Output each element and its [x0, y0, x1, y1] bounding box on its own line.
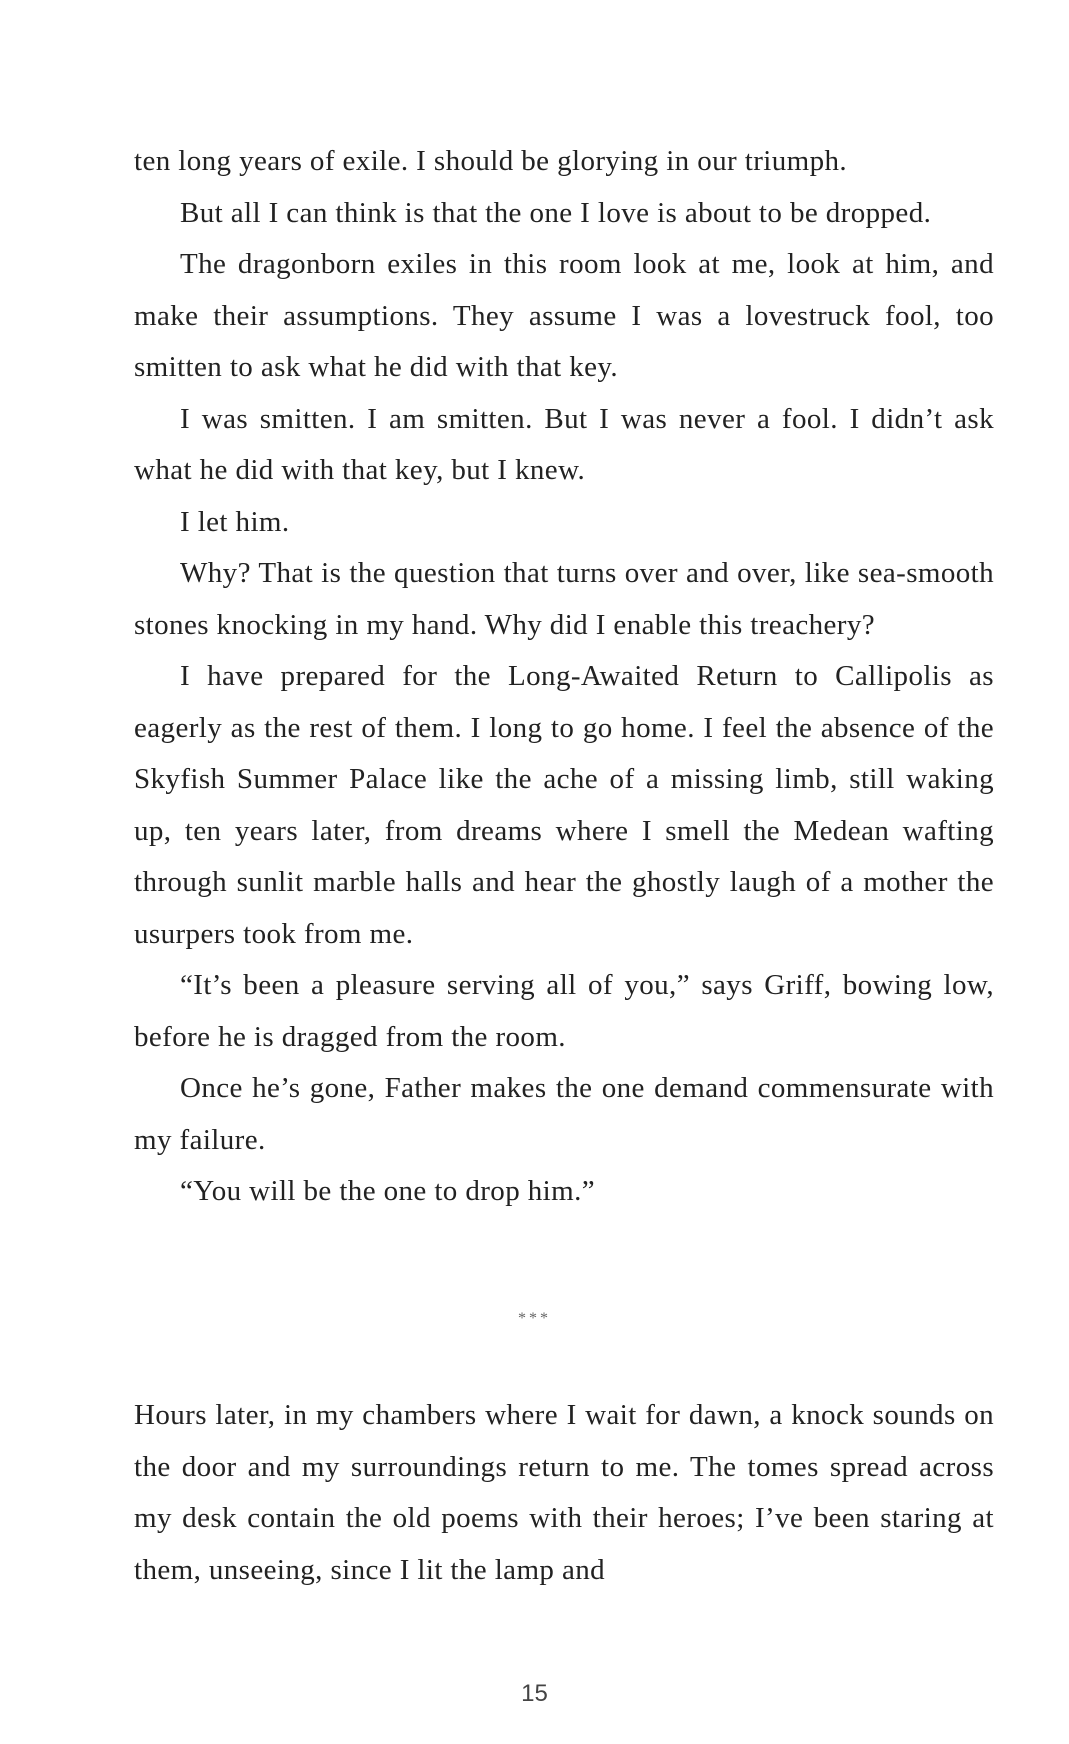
paragraph-1: ten long years of exile. I should be glorying in our triumph.: [134, 145, 848, 177]
paragraph-8: “It’s been a pleasure serving all of you,” says Griff, bowing low, before he is dragged from the room.: [134, 969, 994, 1053]
paragraph-4: I was smitten. I am smitten. But I was never a fool. I didn’t ask what he did with that key, but I knew.: [134, 402, 994, 486]
paragraph-3: The dragonborn exiles in this room look at me, look at him, and make their assumptions. They assume I was a lovestruck fool, too smitten to ask what he did with that key.: [134, 248, 994, 383]
paragraph-6: Why? That is the question that turns over and over, like sea-smooth stones knocking in my hand. Why did I enable this treachery?: [134, 557, 994, 641]
section-2-paragraph-1: Hours later, in my chambers where I wait for dawn, a knock sounds on the door and my surroundings return to me. The tomes spread across my desk contain the old poems with their heroes; I’ve been staring at them, unseeing, since I lit the lamp and: [134, 1399, 994, 1586]
section-separator: ***: [518, 1310, 551, 1327]
paragraph-9: Once he’s gone, Father makes the one demand commensurate with my failure.: [134, 1072, 994, 1156]
paragraph-10: “You will be the one to drop him.”: [180, 1175, 595, 1207]
page-number: 15: [521, 1680, 548, 1707]
paragraph-2: But all I can think is that the one I love is about to be dropped.: [180, 196, 932, 229]
section-1-text: [134, 136, 994, 1218]
paragraph-7: I have prepared for the Long-Awaited Return to Callipolis as eagerly as the rest of them. I long to go home. I feel the absence of the Skyfish Summer Palace like the ache of a missing limb, still waking up, ten years later, from dreams where I smell the Medean wafting through sunlit marble halls and hear the ghostly laugh of a mother the usurpers took from me.: [134, 660, 994, 950]
section-2-text: [134, 1390, 994, 1596]
paragraph-5: I let him.: [180, 505, 290, 538]
